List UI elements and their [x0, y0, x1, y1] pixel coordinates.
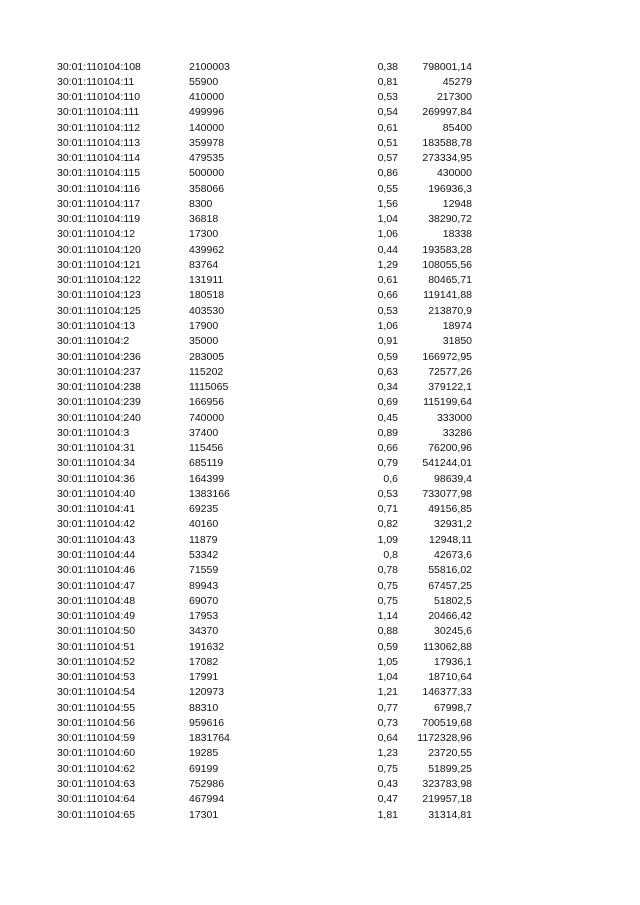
cadastral-number-cell: 30:01:110104:114: [57, 152, 141, 165]
table-row: [0, 60, 640, 75]
amount-cell: 119141,88: [423, 289, 472, 302]
coefficient-cell: 0,89: [377, 426, 398, 439]
amount-cell: 323783,98: [422, 777, 472, 790]
cadastral-number-cell: 30:01:110104:41: [57, 503, 136, 516]
cadastral-number-cell: 30:01:110104:54: [57, 686, 136, 699]
cadastral-number-cell: 30:01:110104:12: [57, 228, 136, 241]
table-row: [0, 609, 640, 624]
value-cell: 8300: [189, 197, 213, 210]
coefficient-cell: 0,82: [377, 518, 398, 531]
table-row: [0, 212, 640, 227]
coefficient-cell: 0,75: [377, 594, 398, 607]
table-body: [0, 60, 640, 823]
amount-cell: 55816,02: [428, 564, 472, 577]
value-cell: 37400: [189, 426, 219, 439]
cadastral-number-cell: 30:01:110104:240: [57, 411, 141, 424]
amount-cell: 273334,95: [422, 152, 472, 165]
table-row: [0, 197, 640, 212]
value-cell: 1115065: [189, 381, 229, 394]
coefficient-cell: 0,63: [377, 365, 398, 378]
value-cell: 17991: [189, 671, 219, 684]
table-row: [0, 670, 640, 685]
cadastral-number-cell: 30:01:110104:49: [57, 610, 136, 623]
cadastral-number-cell: 30:01:110104:238: [57, 381, 141, 394]
coefficient-cell: 0,47: [377, 793, 398, 806]
value-cell: 358066: [189, 182, 225, 195]
value-cell: 2100003: [189, 60, 230, 73]
value-cell: 500000: [189, 167, 225, 180]
amount-cell: 213870,9: [428, 304, 472, 317]
coefficient-cell: 0,53: [377, 91, 398, 104]
coefficient-cell: 0,44: [377, 243, 398, 256]
table-row: [0, 731, 640, 746]
value-cell: 359978: [189, 136, 225, 149]
coefficient-cell: 0,78: [377, 564, 398, 577]
value-cell: 36818: [189, 213, 219, 226]
table-row: [0, 411, 640, 426]
amount-cell: 51899,25: [428, 762, 472, 775]
amount-cell: 98639,4: [434, 472, 472, 485]
coefficient-cell: 0,6: [383, 472, 398, 485]
data-table: [0, 60, 640, 823]
table-row: [0, 716, 640, 731]
value-cell: 115202: [189, 365, 224, 378]
value-cell: 180518: [189, 289, 225, 302]
cadastral-number-cell: 30:01:110104:110: [57, 91, 141, 104]
coefficient-cell: 0,43: [377, 777, 398, 790]
amount-cell: 12948,11: [428, 533, 472, 546]
coefficient-cell: 0,81: [377, 75, 398, 88]
coefficient-cell: 0,86: [377, 167, 398, 180]
table-row: [0, 151, 640, 166]
table-row: [0, 395, 640, 410]
cadastral-number-cell: 30:01:110104:125: [57, 304, 141, 317]
cadastral-number-cell: 30:01:110104:120: [57, 243, 141, 256]
coefficient-cell: 0,61: [377, 274, 398, 287]
table-row: [0, 563, 640, 578]
coefficient-cell: 0,91: [377, 335, 398, 348]
cadastral-number-cell: 30:01:110104:2: [57, 335, 130, 348]
value-cell: 120973: [189, 686, 225, 699]
table-row: [0, 334, 640, 349]
coefficient-cell: 0,73: [377, 716, 398, 729]
coefficient-cell: 0,51: [377, 136, 398, 149]
value-cell: 19285: [189, 747, 219, 760]
amount-cell: 219957,18: [422, 793, 472, 806]
value-cell: 69199: [189, 762, 219, 775]
amount-cell: 51802,5: [434, 594, 472, 607]
amount-cell: 113062,88: [423, 640, 472, 653]
table-row: [0, 365, 640, 380]
value-cell: 131911: [189, 274, 224, 287]
amount-cell: 31850: [442, 335, 472, 348]
value-cell: 69070: [189, 594, 219, 607]
value-cell: 479535: [189, 152, 225, 165]
coefficient-cell: 1,04: [377, 671, 398, 684]
coefficient-cell: 1,06: [377, 228, 398, 241]
coefficient-cell: 0,75: [377, 762, 398, 775]
coefficient-cell: 0,53: [377, 304, 398, 317]
table-row: [0, 426, 640, 441]
cadastral-number-cell: 30:01:110104:123: [57, 289, 141, 302]
cadastral-number-cell: 30:01:110104:64: [57, 793, 136, 806]
table-row: [0, 105, 640, 120]
value-cell: 17900: [189, 320, 219, 333]
coefficient-cell: 0,53: [377, 487, 398, 500]
value-cell: 499996: [189, 106, 225, 119]
cadastral-number-cell: 30:01:110104:53: [57, 671, 136, 684]
table-row: [0, 380, 640, 395]
coefficient-cell: 0,75: [377, 579, 398, 592]
table-row: [0, 182, 640, 197]
coefficient-cell: 0,54: [377, 106, 398, 119]
coefficient-cell: 1,14: [377, 610, 398, 623]
value-cell: 35000: [189, 335, 219, 348]
amount-cell: 733077,98: [422, 487, 472, 500]
coefficient-cell: 1,23: [377, 747, 398, 760]
value-cell: 166956: [189, 396, 225, 409]
coefficient-cell: 1,56: [377, 197, 398, 210]
coefficient-cell: 1,05: [377, 655, 398, 668]
table-row: [0, 579, 640, 594]
amount-cell: 30245,6: [434, 625, 472, 638]
cadastral-number-cell: 30:01:110104:46: [57, 564, 136, 577]
value-cell: 752986: [189, 777, 225, 790]
value-cell: 283005: [189, 350, 225, 363]
value-cell: 959616: [189, 716, 225, 729]
table-row: [0, 502, 640, 517]
coefficient-cell: 1,04: [377, 213, 398, 226]
amount-cell: 798001,14: [422, 60, 472, 73]
cadastral-number-cell: 30:01:110104:59: [57, 732, 136, 745]
cadastral-number-cell: 30:01:110104:122: [57, 274, 141, 287]
table-row: [0, 75, 640, 90]
cadastral-number-cell: 30:01:110104:13: [57, 320, 136, 333]
table-row: [0, 792, 640, 807]
amount-cell: 23720,55: [428, 747, 472, 760]
cadastral-number-cell: 30:01:110104:113: [57, 136, 141, 149]
cadastral-number-cell: 30:01:110104:63: [57, 777, 136, 790]
table-row: [0, 441, 640, 456]
cadastral-number-cell: 30:01:110104:119: [57, 213, 141, 226]
value-cell: 17953: [189, 610, 219, 623]
value-cell: 685119: [189, 457, 224, 470]
table-row: [0, 487, 640, 502]
cadastral-number-cell: 30:01:110104:48: [57, 594, 136, 607]
table-row: [0, 304, 640, 319]
cadastral-number-cell: 30:01:110104:121: [57, 258, 141, 271]
cadastral-number-cell: 30:01:110104:117: [57, 197, 141, 210]
coefficient-cell: 0,69: [377, 396, 398, 409]
amount-cell: 31314,81: [428, 808, 472, 821]
coefficient-cell: 0,55: [377, 182, 398, 195]
coefficient-cell: 1,06: [377, 320, 398, 333]
value-cell: 740000: [189, 411, 225, 424]
cadastral-number-cell: 30:01:110104:239: [57, 396, 141, 409]
table-row: [0, 548, 640, 563]
cadastral-number-cell: 30:01:110104:43: [57, 533, 136, 546]
amount-cell: 17936,1: [434, 655, 472, 668]
cadastral-number-cell: 30:01:110104:62: [57, 762, 136, 775]
amount-cell: 12948: [442, 197, 472, 210]
cadastral-number-cell: 30:01:110104:55: [57, 701, 136, 714]
amount-cell: 333000: [436, 411, 472, 424]
cadastral-number-cell: 30:01:110104:111: [57, 106, 140, 119]
table-row: [0, 472, 640, 487]
amount-cell: 115199,64: [423, 396, 472, 409]
amount-cell: 32931,2: [434, 518, 472, 531]
value-cell: 40160: [189, 518, 219, 531]
amount-cell: 20466,42: [428, 610, 472, 623]
table-row: [0, 640, 640, 655]
value-cell: 17300: [189, 228, 219, 241]
cadastral-number-cell: 30:01:110104:31: [57, 442, 136, 455]
amount-cell: 217300: [436, 91, 472, 104]
cadastral-number-cell: 30:01:110104:115: [57, 167, 141, 180]
amount-cell: 166972,95: [422, 350, 472, 363]
amount-cell: 430000: [436, 167, 472, 180]
cadastral-number-cell: 30:01:110104:56: [57, 716, 136, 729]
amount-cell: 269997,84: [422, 106, 472, 119]
value-cell: 1383166: [189, 487, 230, 500]
value-cell: 467994: [189, 793, 225, 806]
cadastral-number-cell: 30:01:110104:42: [57, 518, 136, 531]
coefficient-cell: 0,57: [377, 152, 398, 165]
table-row: [0, 90, 640, 105]
amount-cell: 49156,85: [428, 503, 472, 516]
amount-cell: 80465,71: [428, 274, 472, 287]
amount-cell: 42673,6: [434, 549, 472, 561]
amount-cell: 146377,33: [422, 686, 472, 699]
table-row: [0, 136, 640, 151]
amount-cell: 379122,1: [428, 381, 472, 394]
table-row: [0, 258, 640, 273]
value-cell: 89943: [189, 579, 219, 592]
amount-cell: 72577,26: [428, 365, 472, 378]
table-row: [0, 517, 640, 532]
value-cell: 17301: [189, 808, 219, 821]
table-row: [0, 319, 640, 334]
coefficient-cell: 1,21: [377, 686, 398, 699]
cadastral-number-cell: 30:01:110104:47: [57, 579, 136, 592]
cadastral-number-cell: 30:01:110104:50: [57, 625, 136, 638]
cadastral-number-cell: 30:01:110104:60: [57, 747, 136, 760]
amount-cell: 108055,56: [422, 258, 472, 271]
coefficient-cell: 0,59: [377, 350, 398, 363]
amount-cell: 193583,28: [422, 243, 472, 256]
table-row: [0, 655, 640, 670]
value-cell: 439962: [189, 243, 225, 256]
value-cell: 403530: [189, 304, 225, 317]
value-cell: 53342: [189, 549, 219, 561]
table-row: [0, 777, 640, 792]
coefficient-cell: 0,45: [377, 411, 398, 424]
cadastral-number-cell: 30:01:110104:65: [57, 808, 136, 821]
coefficient-cell: 0,66: [377, 289, 398, 302]
table-row: [0, 762, 640, 777]
amount-cell: 18974: [442, 320, 472, 333]
cadastral-number-cell: 30:01:110104:237: [57, 365, 141, 378]
coefficient-cell: 0,38: [377, 60, 398, 73]
coefficient-cell: 0,79: [377, 457, 398, 470]
amount-cell: 183588,78: [422, 136, 472, 149]
coefficient-cell: 0,8: [383, 549, 398, 561]
amount-cell: 33286: [442, 426, 472, 439]
table-row: [0, 746, 640, 761]
table-row: [0, 624, 640, 639]
cadastral-number-cell: 30:01:110104:112: [57, 121, 141, 134]
value-cell: 55900: [189, 75, 219, 88]
amount-cell: 67998,7: [434, 701, 472, 714]
table-row: [0, 273, 640, 288]
value-cell: 69235: [189, 503, 219, 516]
coefficient-cell: 1,09: [377, 533, 398, 546]
amount-cell: 67457,25: [428, 579, 472, 592]
table-row: [0, 166, 640, 181]
table-row: [0, 350, 640, 365]
amount-cell: 18710,64: [428, 671, 472, 684]
cadastral-number-cell: 30:01:110104:108: [57, 60, 141, 73]
value-cell: 17082: [189, 655, 219, 668]
cadastral-number-cell: 30:01:110104:3: [57, 426, 130, 439]
coefficient-cell: 0,88: [377, 625, 398, 638]
amount-cell: 45279: [442, 75, 472, 88]
value-cell: 1831764: [189, 732, 230, 745]
cadastral-number-cell: 30:01:110104:34: [57, 457, 136, 470]
amount-cell: 1172328,96: [417, 732, 472, 745]
table-row: [0, 456, 640, 471]
value-cell: 191632: [189, 640, 225, 653]
cadastral-number-cell: 30:01:110104:236: [57, 350, 141, 363]
table-row: [0, 808, 640, 823]
cadastral-number-cell: 30:01:110104:52: [57, 655, 136, 668]
amount-cell: 196936,3: [428, 182, 472, 195]
amount-cell: 76200,96: [428, 442, 472, 455]
value-cell: 140000: [189, 121, 225, 134]
cadastral-number-cell: 30:01:110104:116: [57, 182, 141, 195]
table-row: [0, 121, 640, 136]
table-row: [0, 243, 640, 258]
coefficient-cell: 0,71: [377, 503, 398, 516]
table-row: [0, 594, 640, 609]
coefficient-cell: 1,81: [377, 808, 398, 821]
value-cell: 164399: [189, 472, 225, 485]
coefficient-cell: 0,59: [377, 640, 398, 653]
coefficient-cell: 1,29: [377, 258, 398, 271]
cadastral-number-cell: 30:01:110104:36: [57, 472, 136, 485]
amount-cell: 38290,72: [428, 213, 472, 226]
value-cell: 71559: [189, 564, 219, 577]
coefficient-cell: 0,66: [377, 442, 398, 455]
value-cell: 34370: [189, 625, 219, 638]
table-row: [0, 685, 640, 700]
coefficient-cell: 0,61: [377, 121, 398, 134]
cadastral-number-cell: 30:01:110104:51: [57, 640, 136, 653]
table-row: [0, 288, 640, 303]
value-cell: 83764: [189, 258, 219, 271]
cadastral-number-cell: 30:01:110104:11: [57, 75, 135, 88]
value-cell: 11879: [189, 533, 218, 546]
value-cell: 410000: [189, 91, 225, 104]
coefficient-cell: 0,77: [377, 701, 398, 714]
coefficient-cell: 0,64: [377, 732, 398, 745]
value-cell: 115456: [189, 442, 224, 455]
amount-cell: 85400: [442, 121, 472, 134]
amount-cell: 700519,68: [422, 716, 472, 729]
table-row: [0, 533, 640, 548]
cadastral-number-cell: 30:01:110104:44: [57, 549, 136, 561]
value-cell: 88310: [189, 701, 219, 714]
table-row: [0, 227, 640, 242]
table-row: [0, 701, 640, 716]
coefficient-cell: 0,34: [377, 381, 398, 394]
amount-cell: 18338: [442, 228, 472, 241]
cadastral-number-cell: 30:01:110104:40: [57, 487, 136, 500]
amount-cell: 541244,01: [422, 457, 472, 470]
